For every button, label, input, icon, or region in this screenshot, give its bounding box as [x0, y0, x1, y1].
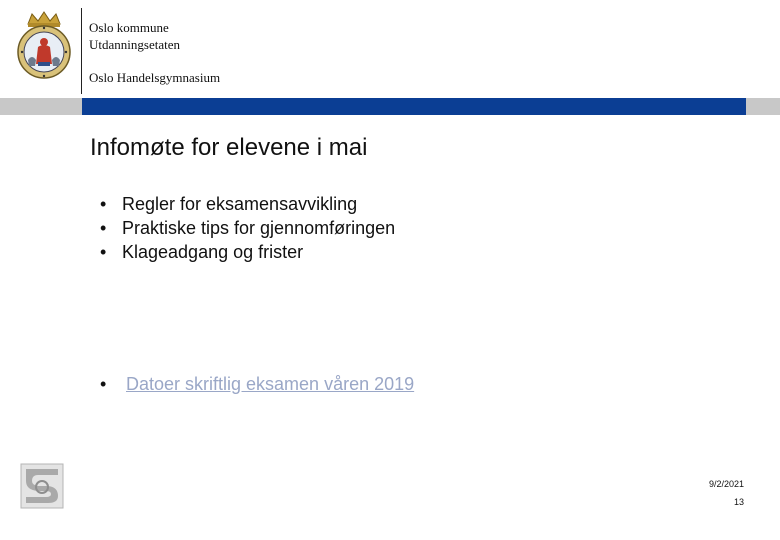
- oslo-footer-emblem-icon: [20, 463, 64, 509]
- page-number: 13: [733, 497, 744, 507]
- bullet-marker: •: [100, 218, 107, 238]
- bullet-text: Regler for eksamensavvikling: [122, 194, 358, 214]
- list-item: [100, 216, 395, 240]
- org-unit: Utdanningsetaten: [89, 37, 180, 52]
- list-item: [100, 192, 395, 216]
- slide-date: 9/2/2021: [708, 479, 744, 489]
- header-divider: [81, 8, 82, 94]
- bullet-text: Praktiske tips for gjennomføringen: [122, 218, 396, 238]
- exam-dates-link[interactable]: Datoer skriftlig eksamen våren 2019: [126, 374, 415, 394]
- bullet-list: [100, 192, 395, 264]
- bullet-marker: •: [100, 242, 107, 262]
- oslo-city-crest-icon: [14, 10, 74, 80]
- exam-dates-item: [100, 372, 414, 396]
- bullet-marker: •: [100, 194, 107, 214]
- org-name: Oslo kommune: [89, 20, 169, 35]
- list-item: [100, 240, 395, 264]
- slide-title: Infomøte for elevene i mai: [90, 134, 368, 161]
- school-name: Oslo Handelsgymnasium: [89, 70, 221, 85]
- header-band-blue: [82, 98, 746, 115]
- bullet-marker: •: [100, 374, 107, 394]
- bullet-text: Klageadgang og frister: [122, 242, 304, 262]
